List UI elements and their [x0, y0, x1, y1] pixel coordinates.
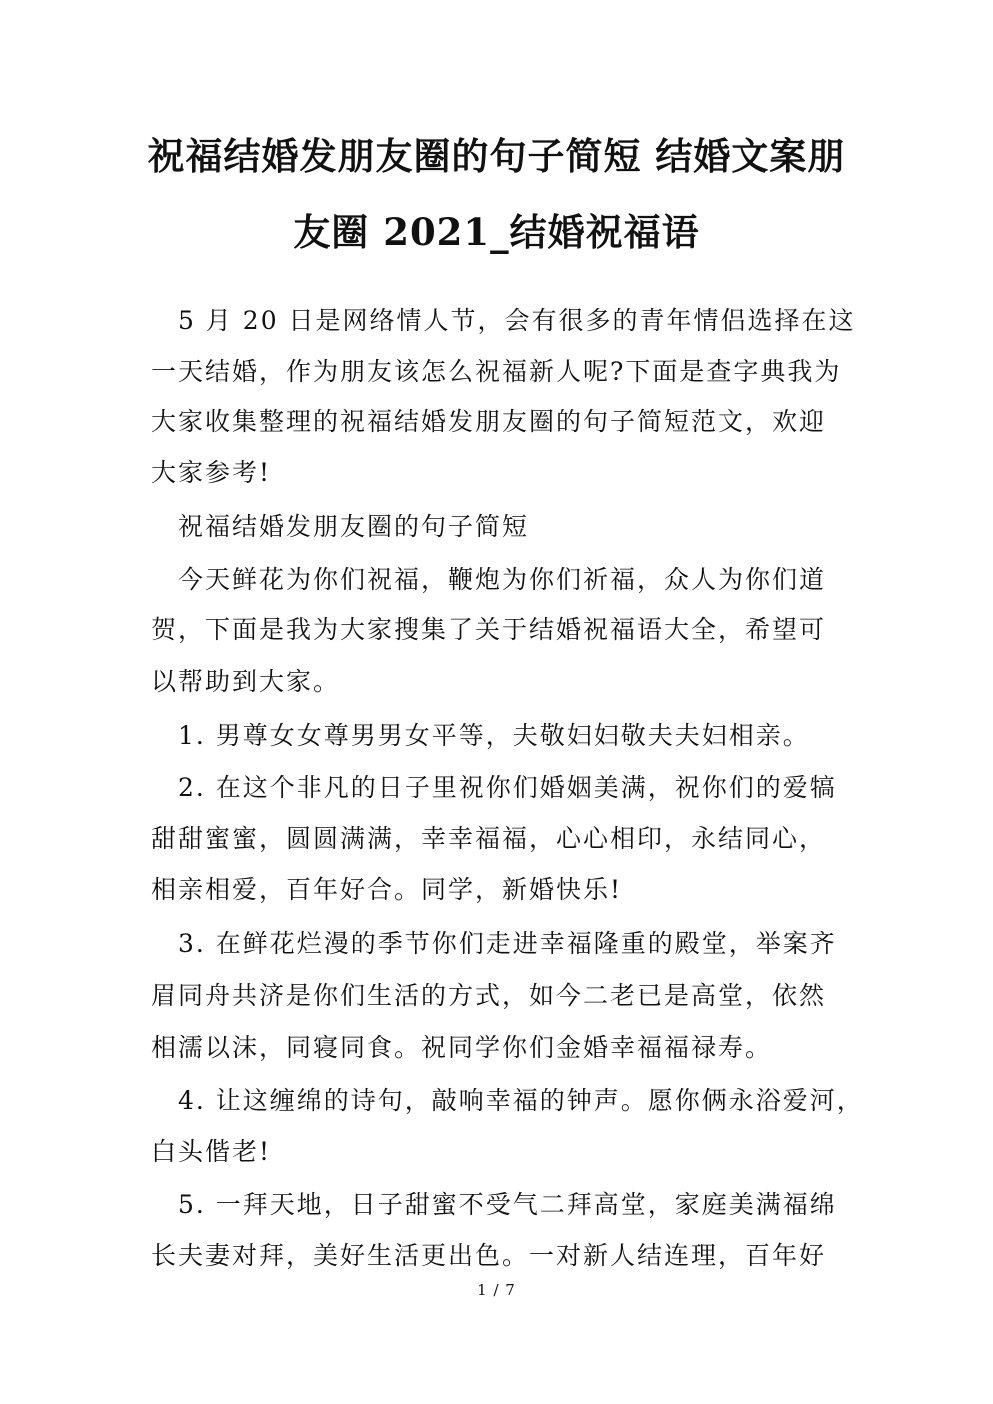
list-item-3: 3. 在鲜花烂漫的季节你们走进幸福隆重的殿堂，举案齐	[178, 929, 837, 958]
page-indicator: 1 / 7	[477, 1281, 516, 1299]
body-line: 贺，下面是我为大家搜集了关于结婚祝福语大全，希望可	[151, 615, 827, 644]
body-line: 以帮助到大家。	[151, 667, 341, 696]
section-heading: 祝福结婚发朋友圈的句子简短	[178, 512, 530, 541]
body-line: 大家参考!	[151, 458, 272, 487]
list-item-4: 4. 让这缠绵的诗句，敲响幸福的钟声。愿你俩永浴爱河，	[178, 1086, 864, 1115]
list-item-2: 2. 在这个非凡的日子里祝你们婚姻美满，祝你们的爱犒	[178, 773, 837, 802]
body-line: 甜甜蜜蜜，圆圆满满，幸幸福福，心心相印，永结同心，	[151, 824, 827, 853]
body-line: 一天结婚，作为朋友该怎么祝福新人呢?下面是查字典我为	[151, 357, 842, 386]
body-line: 5 月 20 日是网络情人节，会有很多的青年情侣选择在这	[178, 306, 856, 335]
body-line: 今天鲜花为你们祝福，鞭炮为你们祈福，众人为你们道	[178, 565, 827, 594]
list-item-1: 1. 男尊女女尊男男女平等，夫敬妇妇敬夫夫妇相亲。	[178, 721, 810, 750]
body-line: 眉同舟共济是你们生活的方式，如今二老已是高堂，依然	[151, 981, 827, 1010]
body-line: 相濡以沫，同寝同食。祝同学你们金婚幸福福禄寿。	[151, 1033, 773, 1062]
document-title-line-2: 友圈 2021_结婚祝福语	[293, 210, 700, 254]
body-line: 相亲相爱，百年好合。同学，新婚快乐!	[151, 875, 623, 904]
body-line: 长夫妻对拜，美好生活更出色。一对新人结连理，百年好	[151, 1241, 827, 1270]
body-line: 白头偕老!	[151, 1137, 272, 1166]
document-title-line-1: 祝福结婚发朋友圈的句子简短 结婚文案朋	[147, 134, 846, 178]
list-item-5: 5. 一拜天地，日子甜蜜不受气二拜高堂，家庭美满福绵	[178, 1190, 837, 1219]
body-line: 大家收集整理的祝福结婚发朋友圈的句子简短范文，欢迎	[151, 407, 827, 436]
